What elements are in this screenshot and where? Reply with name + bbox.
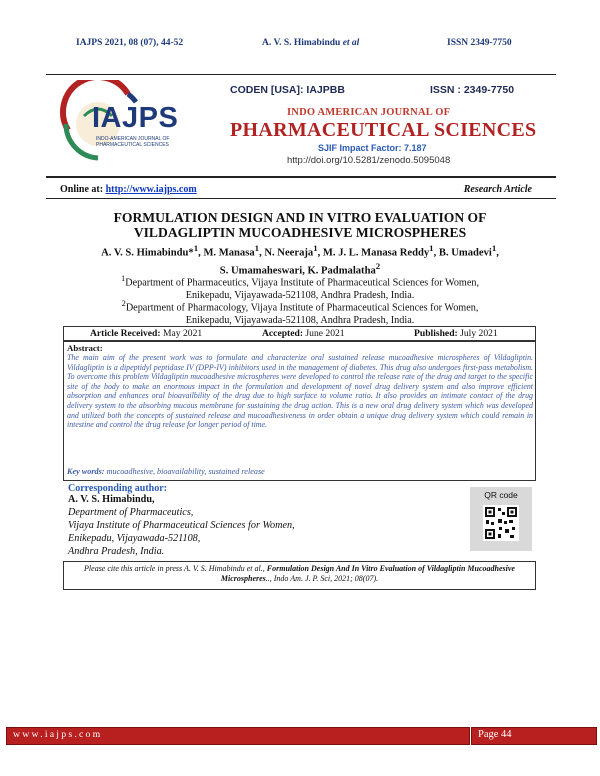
author-separator: , bbox=[433, 247, 439, 259]
author-name: M. Manasa bbox=[203, 247, 255, 259]
logo-wordmark: IAJPS bbox=[92, 102, 179, 134]
affiliation-line: Department of Pharmacology, Vijaya Institute of Pharmaceutical Sciences for Women, bbox=[125, 302, 479, 314]
published-label: Published: bbox=[414, 327, 458, 339]
logo-caption bbox=[96, 136, 169, 148]
journal-subtitle: INDO AMERICAN JOURNAL OF bbox=[287, 107, 451, 118]
author-separator: , bbox=[302, 265, 308, 277]
author-name: S. Umamaheswari bbox=[219, 265, 303, 277]
author-name: M. J. L. Manasa Reddy bbox=[322, 247, 430, 259]
author-separator: , bbox=[496, 247, 499, 259]
author-affiliation-sup: 2 bbox=[375, 260, 381, 271]
author-name: A. V. S. Himabindu* bbox=[101, 247, 194, 259]
qr-code[interactable] bbox=[470, 487, 532, 551]
affiliation-2 bbox=[40, 297, 560, 327]
author-name: B. Umadevi bbox=[438, 247, 492, 259]
keywords bbox=[67, 467, 265, 476]
accepted-value: June 2021 bbox=[303, 327, 345, 339]
received-date bbox=[90, 328, 202, 339]
running-header-citation: IAJPS 2021, 08 (07), 44-52 bbox=[76, 38, 184, 48]
author-affiliation-sup: 1 bbox=[254, 243, 260, 253]
online-label: Online at: bbox=[60, 184, 106, 195]
running-header-et-al: et al bbox=[342, 38, 360, 48]
citation-suffix: .., Indo Am. J. P. Sci, 2021; 08(07). bbox=[265, 574, 379, 583]
footer-url[interactable]: www.iajps.com bbox=[13, 729, 103, 740]
author-affiliation-sup: 1 bbox=[491, 243, 497, 253]
journal-logo bbox=[58, 80, 190, 162]
abstract-text: The main aim of the present work was to formulate and characterize oral sustained release mucoadhesive microspheres of Vildagliptin. Vildagliptin is a dipeptidyl peptidase IV (DPP-IV) inhibitors used in the management of diabetes. This drug also undergoes first-pass metabolism. To overcome this problem Vildagliptin mucoadhesive microspheres were developed to control the release rate of the drug and target to the specific site of the body to make an enormous impact in the formulation and development of novel drug delivery system and also improve efficient absorption and enhances oral bioavailbility of the drug due to high surface to volume ratio. It also provides an intimate contact of the drug delivery system to the absorbing mucous membrane for sustaining the drug action. This is a new oral drug delivery system which was developed and utilized both the concepts of sustained release and mucoadhesiveness in order obtain a unique drug delivery system which could remain in intestine and control the drug release for longer period of time. bbox=[67, 353, 533, 430]
article-type: Research Article bbox=[463, 184, 532, 195]
corresponding-address-line: Andhra Pradesh, India. bbox=[68, 546, 165, 557]
masthead-divider-top bbox=[46, 176, 556, 178]
logo-caption-line1: INDO-AMERICAN JOURNAL OF bbox=[96, 136, 170, 142]
abstract-box bbox=[63, 341, 536, 481]
received-value: May 2021 bbox=[160, 327, 203, 339]
citation-prefix: Please cite this article in press A. V. S. Himabindu et al., bbox=[84, 564, 267, 573]
corresponding-author-heading: Corresponding author: bbox=[68, 483, 167, 494]
citation-text bbox=[64, 562, 535, 584]
qr-code-icon bbox=[483, 505, 519, 541]
citation-box bbox=[63, 561, 536, 590]
author-separator: , bbox=[259, 247, 265, 259]
journal-website-link[interactable]: http://www.iajps.com bbox=[105, 184, 197, 195]
journal-title: PHARMACEUTICAL SCIENCES bbox=[230, 119, 537, 141]
citation-title: Formulation Design And In Vitro Evaluation of Vildagliptin Mucoadhesive Microspheres bbox=[220, 564, 515, 583]
keywords-value: mucoadhesive, bioavailability, sustained release bbox=[104, 467, 265, 476]
affiliation-line: Enikepadu, Vijayawada-521108, Andhra Pradesh, India. bbox=[185, 289, 415, 301]
affiliation-line: Department of Pharmaceutics, Vijaya Institute of Pharmaceutical Sciences for Women, bbox=[125, 277, 480, 289]
article-dates bbox=[63, 326, 536, 341]
running-header-issn: ISSN 2349-7750 bbox=[447, 38, 512, 48]
corresponding-address-line: Department of Pharmaceutics, bbox=[68, 507, 194, 518]
running-header-author-name: A. V. S. Himabindu bbox=[262, 38, 343, 48]
article-title bbox=[40, 210, 560, 240]
footer-page-bar bbox=[471, 727, 597, 745]
coden: CODEN [USA]: IAJPBB bbox=[230, 84, 345, 96]
author-affiliation-sup: 1 bbox=[313, 243, 318, 253]
author-affiliation-sup: 1 bbox=[193, 243, 199, 253]
accepted-label: Accepted: bbox=[262, 327, 304, 339]
accepted-date bbox=[262, 328, 345, 339]
published-value: July 2021 bbox=[457, 327, 498, 339]
running-header-author bbox=[262, 38, 359, 48]
masthead-divider-bottom bbox=[46, 198, 556, 199]
article-title-line1: FORMULATION DESIGN AND IN VITRO EVALUATION OF bbox=[113, 210, 487, 225]
corresponding-author-name: A. V. S. Himabindu, bbox=[68, 494, 155, 505]
issn: ISSN : 2349-7750 bbox=[430, 84, 515, 96]
online-at bbox=[60, 184, 197, 195]
article-title-line2: VILDAGLIPTIN MUCOADHESIVE MICROSPHERES bbox=[133, 225, 467, 240]
published-date bbox=[414, 328, 498, 339]
affiliation-line: Enikepadu, Vijayawada-521108, Andhra Pradesh, India. bbox=[185, 314, 415, 326]
author-name: N. Neeraja bbox=[264, 247, 314, 259]
author-name: K. Padmalatha bbox=[307, 265, 376, 277]
affiliation-sup: 2 bbox=[121, 298, 126, 308]
footer-url-bar bbox=[6, 727, 470, 745]
author-line1 bbox=[40, 242, 560, 260]
received-label: Article Received: bbox=[90, 327, 161, 339]
header-divider bbox=[46, 74, 556, 75]
qr-code-label: QR code bbox=[484, 490, 518, 500]
corresponding-address-line: Vijaya Institute of Pharmaceutical Sciences for Women, bbox=[68, 520, 295, 531]
sjif-impact-factor: SJIF Impact Factor: 7.187 bbox=[318, 143, 427, 153]
abstract-heading: Abstract: bbox=[67, 343, 103, 353]
affiliation-sup: 1 bbox=[120, 273, 126, 283]
keywords-label: Key words: bbox=[67, 467, 105, 476]
logo-caption-line2: PHARMACEUTICAL SCIENCES bbox=[96, 142, 169, 148]
doi-link[interactable]: http://doi.org/10.5281/zenodo.5095048 bbox=[287, 155, 451, 166]
author-separator: , bbox=[198, 247, 204, 259]
author-separator: , bbox=[317, 247, 323, 259]
page-number: Page 44 bbox=[478, 729, 512, 740]
author-affiliation-sup: 1 bbox=[429, 243, 434, 253]
corresponding-address-line: Enikepadu, Vijayawada-521108, bbox=[68, 533, 201, 544]
